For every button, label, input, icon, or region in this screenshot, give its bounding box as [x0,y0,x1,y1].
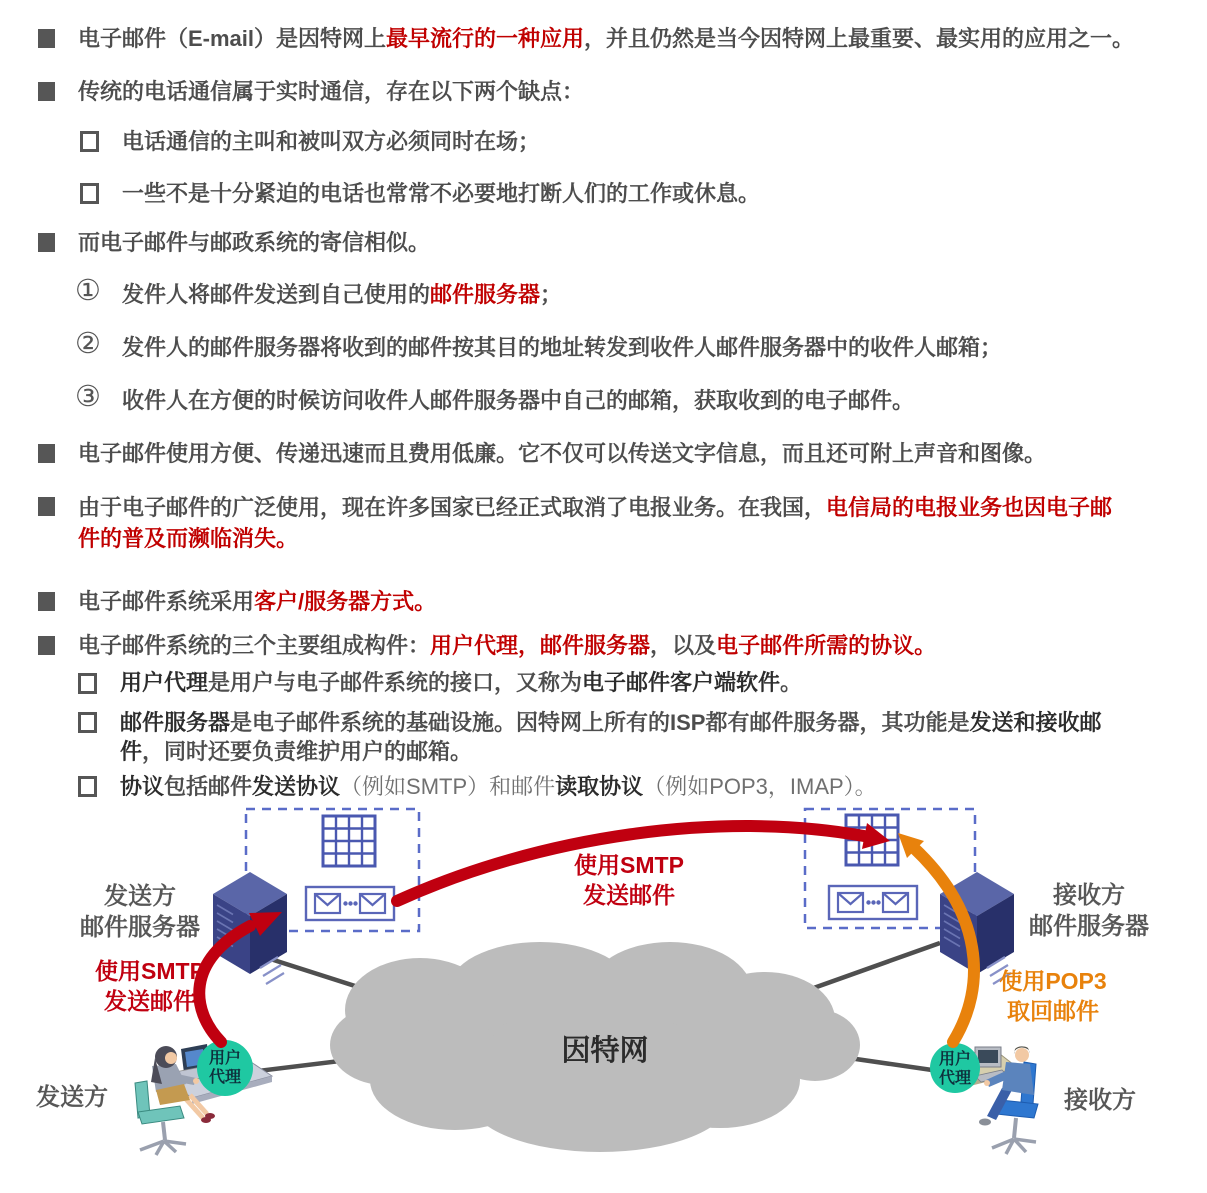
hollow-square-icon [78,673,97,694]
bullet-text: 由于电子邮件的广泛使用，现在许多国家已经正式取消了电报业务。在我国，电信局的电报业务也因电子邮 件的普及而濒临消失。 [78,495,1113,551]
bullet-phone-drawbacks [38,77,1170,107]
bullet-client-server [38,587,1170,617]
subbullet-user-agent [78,669,1207,696]
bullet-square-icon [38,444,55,463]
bullet-text: 电话通信的主叫和被叫双方必须同时在场； [122,129,541,154]
bullet-advantages [38,439,1170,469]
bullet-square-icon [38,497,55,516]
bullet-square-icon [38,233,55,252]
receiver-label: 接收方 [1064,1087,1136,1114]
hollow-square-icon [80,183,99,204]
internet-label: 因特网 [561,1035,649,1067]
hollow-square-icon [78,776,97,797]
sender-label: 发送方 [36,1084,108,1111]
circled-3-icon: ③ [75,381,101,413]
bullet-text: 电子邮件使用方便、传递迅速而且费用低廉。它不仅可以传送文字信息，而且还可附上声音和图像。 [78,441,1047,466]
bullet-square-icon [38,82,55,101]
bullet-text: 而电子邮件与邮政系统的寄信相似。 [78,230,431,255]
bullet-square-icon [38,636,55,655]
pop3-retrieve-label: 使用POP3 取回邮件 [999,968,1107,1024]
smtp-transfer-label: 使用SMTP 发送邮件 [574,852,684,908]
step-text: 发件人的邮件服务器将收到的邮件按其目的地址转发到收件人邮件服务器中的收件人邮箱； [122,335,1003,360]
bullet-email-intro [38,24,1170,54]
subbullet-interrupt [80,179,1207,209]
step-text: 发件人将邮件发送到自己使用的邮件服务器； [122,282,563,307]
bullet-text: 电子邮件（E-mail）是因特网上最早流行的一种应用，并且仍然是当今因特网上最重要、最实用的应用之一。 [78,26,1135,51]
mailbox-grid-icon [323,816,375,866]
hollow-square-icon [80,131,99,152]
subbullet-mail-server [78,708,1207,766]
bullet-square-icon [38,29,55,48]
sender-user-agent-label: 用户 代理 [208,1050,241,1086]
bullet-telegraph [38,492,1170,554]
bullet-text: 用户代理是用户与电子邮件系统的接口，又称为电子邮件客户端软件。 [120,670,803,695]
step-1 [75,275,1207,310]
bullet-postal-similar [38,228,1170,258]
sender-server-label: 发送方 邮件服务器 [80,883,200,941]
step-2 [75,328,1207,363]
receiver-server-label: 接收方 邮件服务器 [1029,882,1149,940]
subbullet-both-present [80,127,1207,157]
circled-1-icon: ① [75,275,101,307]
bullet-text: 邮件服务器是电子邮件系统的基础设施。因特网上所有的ISP都有邮件服务器，其功能是发送和接收邮 件，同时还要负责维护用户的邮箱。 [120,710,1102,764]
step-3 [75,381,1207,416]
bullet-text: 协议包括邮件发送协议（例如SMTP）和邮件读取协议（例如POP3，IMAP）。 [120,774,877,799]
hollow-square-icon [78,712,97,733]
mail-queue-icon [829,886,917,919]
bullet-text: 电子邮件系统的三个主要组成构件：用户代理，邮件服务器，以及电子邮件所需的协议。 [78,633,937,658]
bullet-components [38,631,1170,661]
bullet-text: 一些不是十分紧迫的电话也常常不必要地打断人们的工作或休息。 [122,181,761,206]
bullet-text: 电子邮件系统采用客户/服务器方式。 [78,589,437,614]
bullet-square-icon [38,592,55,611]
bullet-text: 传统的电话通信属于实时通信，存在以下两个缺点： [78,79,585,104]
smtp-upload-label: 使用SMTP 发送邮件 [95,958,205,1014]
mail-queue-icon [306,887,394,920]
circled-2-icon: ② [75,328,101,360]
step-text: 收件人在方便的时候访问收件人邮件服务器中自己的邮箱，获取收到的电子邮件。 [122,388,915,413]
receiver-user-agent-label: 用户 代理 [938,1051,971,1087]
subbullet-protocols [78,772,1207,802]
